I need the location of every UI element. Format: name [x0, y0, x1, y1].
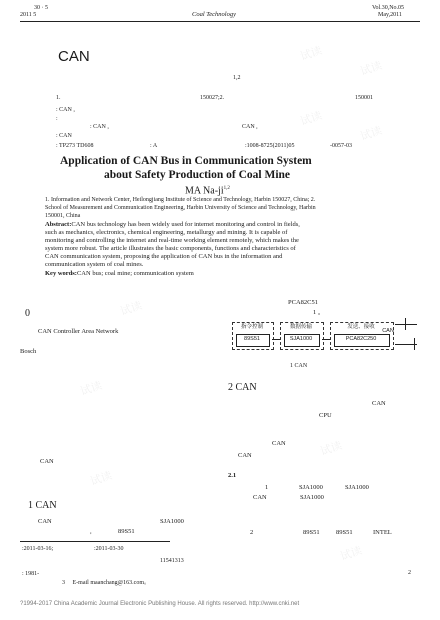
en-abstract-label: Abstract:	[45, 221, 72, 228]
can-bus-label: CAN	[382, 328, 394, 334]
watermark-text: 试读	[318, 439, 344, 459]
watermark-text: 试读	[358, 59, 384, 79]
watermark-text: 试读	[88, 469, 114, 489]
cn-affil-a: 1.	[56, 95, 61, 101]
footnote-received: :2011-03-16;	[22, 546, 54, 552]
header-date-cn: 2011 5	[20, 12, 37, 18]
can-bus-tick-2	[414, 338, 415, 350]
block-pca82c250-label: PCA82C250	[345, 336, 377, 342]
subsection-2-1: 2.1	[228, 472, 237, 479]
footnote-email-address: E-mail maanchang@163.com。	[72, 580, 151, 586]
cn-misc-line: : CAN	[56, 133, 72, 139]
footnote-email	[62, 580, 150, 587]
page-range: -0057-03	[330, 143, 352, 149]
right-line-8b: SJA1000	[300, 494, 324, 501]
block-89s51-title: 指令控制	[240, 324, 263, 330]
footnote-author: : 1981-	[22, 571, 40, 577]
link-2	[322, 339, 330, 340]
right-line-6: CAN	[238, 452, 252, 459]
header-date-en: May,2011	[378, 12, 402, 18]
header-volume-cn: 30 · 5	[34, 5, 48, 11]
copyright-footer: ?1994-2017 China Academic Journal Electronic Publishing House. All rights reserved. http://www.cnki.net	[20, 601, 300, 607]
right-line-9a: 2	[250, 529, 254, 536]
right-line-7a: 1	[265, 484, 269, 491]
en-abstract-line2: such as mechanics, electronics, chemical engineering, metallurgy and mining. It is capable of	[45, 229, 288, 236]
header-journal: Coal Technology	[192, 11, 236, 18]
figure-1-caption: 1 CAN	[290, 363, 308, 369]
section-0-heading: 0	[25, 308, 30, 319]
document-code: : A	[150, 143, 158, 149]
en-abstract-text1: CAN bus technology has been widely used for internet monitoring and control in fields,	[71, 221, 300, 228]
watermark-text: 试读	[338, 544, 364, 564]
cn-affil-c: 150001	[355, 95, 373, 101]
left-line-1: CAN Controller Area Network	[38, 328, 119, 335]
block-89s51-label: 89S51	[244, 336, 260, 342]
en-keywords	[45, 270, 194, 278]
en-author-name: MA Na-ji	[185, 185, 224, 197]
cn-title: CAN	[58, 48, 90, 65]
en-abstract-line4: system more robust. The article illustrates the basic components, functions and characteristics of	[45, 245, 296, 252]
footnote-email-prefix: 3	[62, 580, 65, 586]
en-keywords-text: CAN bus; coal mine; communication system	[76, 270, 194, 277]
can-bus-tick-1	[405, 318, 406, 330]
left-line-4a: CAN	[38, 518, 52, 525]
right-line-2: 1 。	[313, 309, 325, 316]
right-line-9d: INTEL	[373, 529, 392, 536]
right-line-9b: 89S51	[303, 529, 320, 536]
section-2-heading: 2 CAN	[228, 382, 257, 393]
block-sja1000-label: SJA1000	[289, 336, 313, 342]
en-author	[185, 183, 230, 197]
en-title-line1: Application of CAN Bus in Communication System	[60, 155, 312, 167]
issn: :1008-8725(2011)05	[245, 143, 295, 149]
block-pca82c250-title: 发送、接收	[347, 324, 375, 330]
en-abstract-line6: communication system of coal mines.	[45, 261, 144, 268]
left-line-5b: 89S51	[118, 528, 135, 535]
en-title-line2: about Safety Production of Coal Mine	[104, 169, 291, 181]
footnote-revised: :2011-03-30	[94, 546, 124, 552]
cn-keyword-b: CAN ,	[242, 124, 258, 130]
right-line-1: PCA82C51	[288, 299, 318, 306]
cn-abstract-line1: : CAN ,	[56, 107, 75, 113]
en-affil-line1: 1. Information and Network Center, Heilongjiang Institute of Science and Technology, Harbin 150027, China; 2.	[45, 197, 316, 203]
right-line-4: CPU	[319, 412, 332, 419]
right-line-8a: CAN	[253, 494, 267, 501]
right-line-3: CAN	[372, 400, 386, 407]
en-abstract-line5: CAN communication system, proposing the application of CAN bus in the information and	[45, 253, 283, 260]
watermark-text: 试读	[118, 299, 144, 319]
section-1-heading: 1 CAN	[28, 500, 57, 511]
en-affil-line3: 150001, China	[45, 213, 81, 219]
left-line-4b: SJA1000	[160, 518, 184, 525]
header-rule	[20, 21, 420, 22]
footnote-rule	[20, 541, 170, 542]
en-keywords-label: Key words:	[45, 270, 77, 277]
block-sja1000-title: 数据传输	[289, 324, 312, 330]
left-line-2: Bosch	[20, 348, 37, 355]
right-line-5: CAN	[272, 440, 286, 447]
watermark-text: 试读	[358, 124, 384, 144]
header-volume-en: Vol.30,No.05	[372, 5, 405, 11]
cn-abstract-line2: :	[56, 116, 58, 122]
en-abstract-line1	[45, 221, 300, 229]
cn-keyword-a: : CAN ,	[90, 124, 109, 130]
watermark-text: 试读	[78, 379, 104, 399]
cn-affil-b: 150027;2.	[200, 95, 225, 101]
left-line-5a: ,	[90, 528, 92, 535]
clc-number: : TP273 TD608	[56, 143, 94, 149]
watermark-text: 试读	[298, 44, 324, 64]
cn-author-sup: 1,2	[233, 75, 241, 81]
watermark-text: 试读	[298, 109, 324, 129]
right-line-9c: 89S51	[336, 529, 353, 536]
left-line-3: CAN	[40, 458, 54, 465]
en-abstract-line3: monitoring and controlling the internet and real-time working element remotely, which makes the	[45, 237, 299, 244]
right-line-7c: SJA1000	[345, 484, 369, 491]
right-line-7b: SJA1000	[299, 484, 323, 491]
en-affil-line2: School of Measurement and Communication Engineering, Harbin University of Science and Technology, Harbin	[45, 205, 316, 211]
en-author-sup: 1,2	[223, 186, 230, 191]
link-1	[272, 339, 280, 340]
figure-1-diagram	[230, 318, 420, 358]
footnote-fund: 11541313	[160, 558, 184, 564]
can-bus-line-top	[395, 324, 417, 325]
page-number: 2	[408, 570, 411, 576]
